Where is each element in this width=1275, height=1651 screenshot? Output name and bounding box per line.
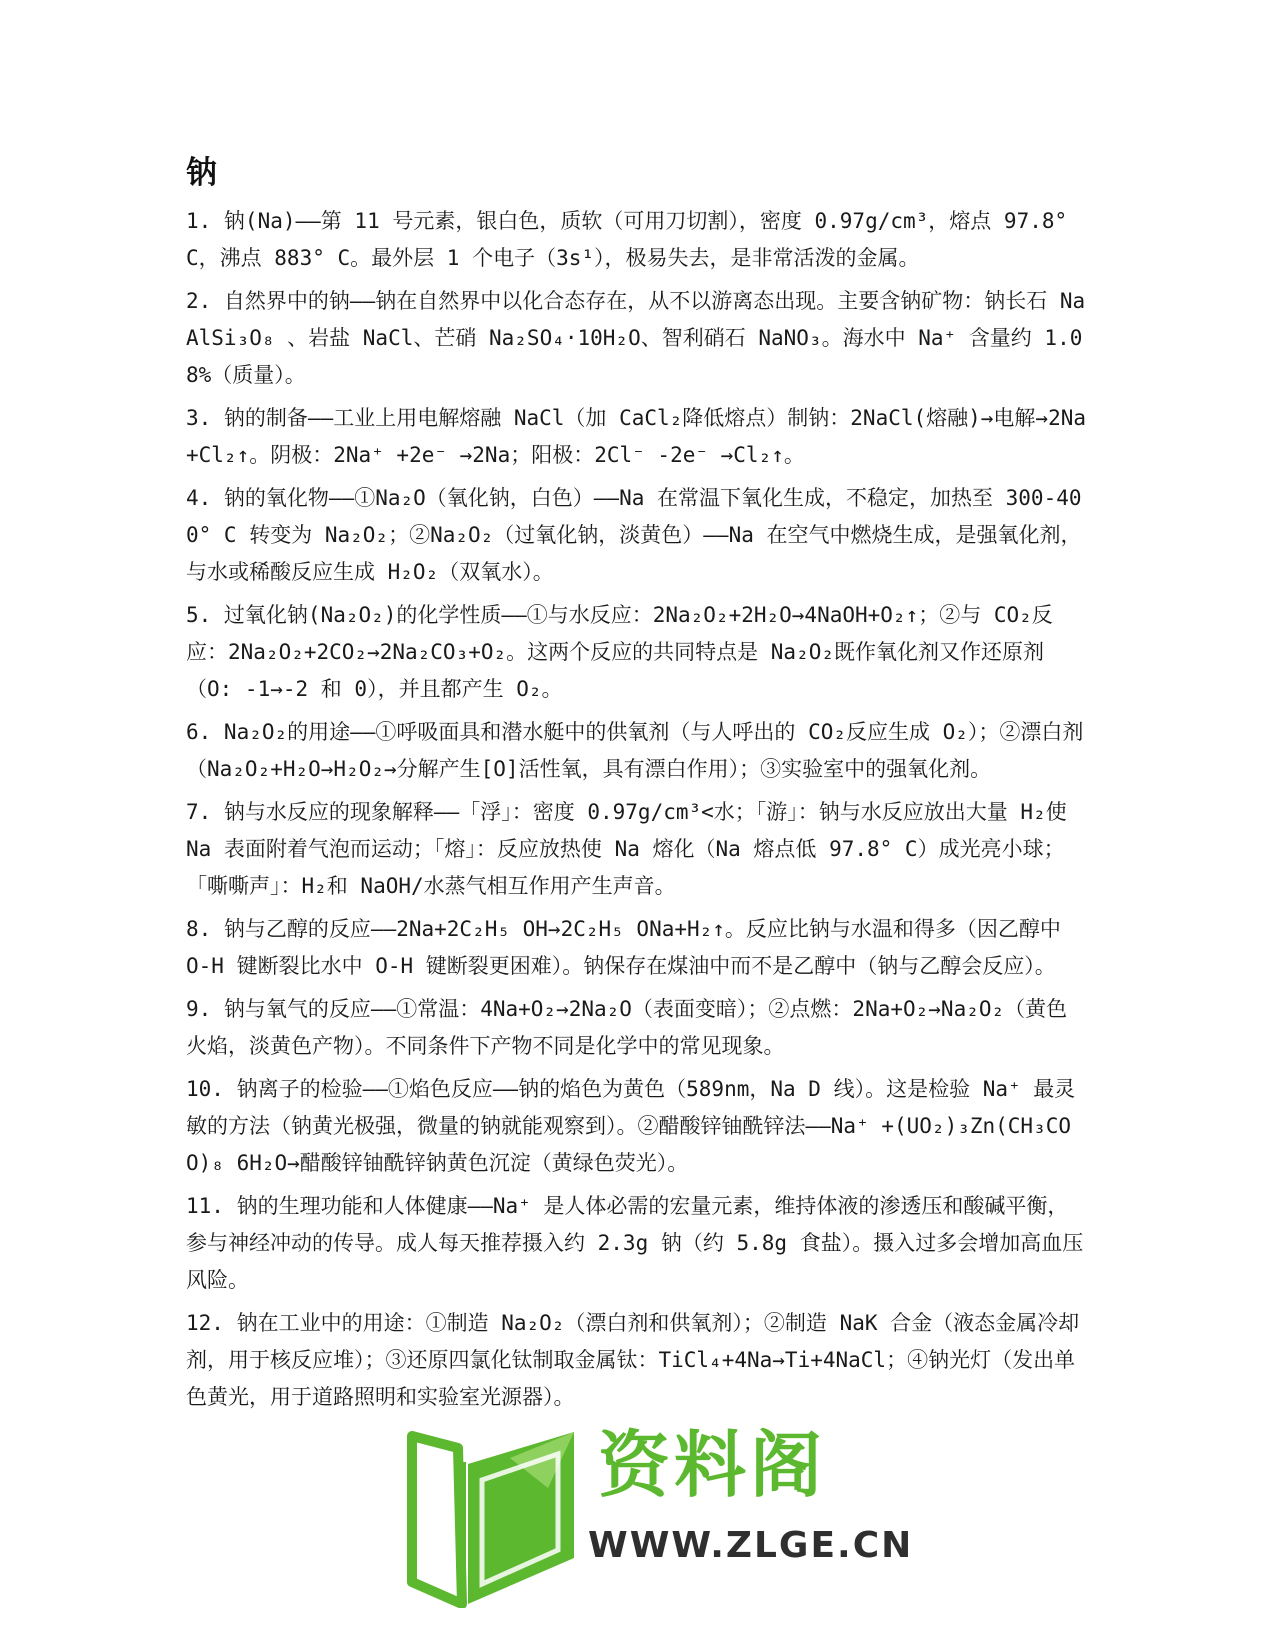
watermark [398, 1416, 914, 1616]
watermark-url: WWW.ZLGE.CN [588, 1525, 914, 1566]
item-list [186, 203, 1086, 1422]
list-item: 10. 钠离子的检验——①焰色反应——钠的焰色为黄色（589nm，Na D 线）。这是检验 Na⁺ 最灵敏的方法（钠黄光极强，微量的钠就能观察到）。②醋酸锌铀酰锌法——Na⁺ +(UO₂)₃Zn(CH₃COO)₈ 6H₂O→醋酸锌铀酰锌钠黄色沉淀（黄绿色荧光）。 [186, 1077, 1076, 1175]
list-item: 2. 自然界中的钠——钠在自然界中以化合态存在，从不以游离态出现。主要含钠矿物：钠长石 NaAlSi₃O₈ 、岩盐 NaCl、芒硝 Na₂SO₄·10H₂O、智利硝石 NaNO₃。海水中 Na⁺ 含量约 1.08%（质量）。 [186, 289, 1086, 387]
watermark-brand: 资料阁 [598, 1423, 827, 1507]
open-book-icon [398, 1418, 586, 1608]
list-item: 8. 钠与乙醇的反应——2Na+2C₂H₅ OH→2C₂H₅ ONa+H₂↑。反应比钠与水温和得多（因乙醇中 O-H 键断裂比水中 O-H 键断裂更困难）。钠保存在煤油中而不是乙醇中（钠与乙醇会反应）。 [186, 917, 1061, 978]
list-item: 12. 钠在工业中的用途：①制造 Na₂O₂（漂白剂和供氧剂）；②制造 NaK 合金（液态金属冷却剂，用于核反应堆）；③还原四氯化钛制取金属钛：TiCl₄+4Na→Ti+4NaCl；④钠光灯（发出单色黄光，用于道路照明和实验室光源器）。 [186, 1311, 1080, 1409]
list-item: 5. 过氧化钠(Na₂O₂)的化学性质——①与水反应：2Na₂O₂+2H₂O→4NaOH+O₂↑；②与 CO₂反应：2Na₂O₂+2CO₂→2Na₂CO₃+O₂。这两个反应的共同特点是 Na₂O₂既作氧化剂又作还原剂（O: -1→-2 和 0），并且都产生 O₂。 [186, 603, 1053, 701]
list-item: 3. 钠的制备——工业上用电解熔融 NaCl（加 CaCl₂降低熔点）制钠：2NaCl(熔融)→电解→2Na+Cl₂↑。阴极：2Na⁺ +2e⁻ →2Na；阳极：2Cl⁻ -2e⁻ →Cl₂↑。 [186, 406, 1087, 467]
list-item: 1. 钠(Na)——第 11 号元素，银白色，质软（可用刀切割），密度 0.97g/cm³，熔点 97.8° C，沸点 883° C。最外层 1 个电子（3s¹），极易失去，是非常活泼的金属。 [186, 209, 1068, 270]
list-item: 9. 钠与氧气的反应——①常温：4Na+O₂→2Na₂O（表面变暗）；②点燃：2Na+O₂→Na₂O₂（黄色火焰，淡黄色产物）。不同条件下产物不同是化学中的常见现象。 [186, 997, 1068, 1058]
list-item: 11. 钠的生理功能和人体健康——Na⁺ 是人体必需的宏量元素，维持体液的渗透压和酸碱平衡，参与神经冲动的传导。成人每天推荐摄入约 2.3g 钠（约 5.8g 食盐）。摄入过多会增加高血压风险。 [186, 1194, 1084, 1292]
list-item: 7. 钠与水反应的现象解释——「浮」：密度 0.97g/cm³<水；「游」：钠与水反应放出大量 H₂使 Na 表面附着气泡而运动；「熔」：反应放热使 Na 熔化（Na 熔点低 97.8° C）成光亮小球；「嘶嘶声」：H₂和 NaOH/水蒸气相互作用产生声音。 [186, 800, 1067, 898]
list-item: 6. Na₂O₂的用途——①呼吸面具和潜水艇中的供氧剂（与人呼出的 CO₂反应生成 O₂）；②漂白剂（Na₂O₂+H₂O→H₂O₂→分解产生[O]活性氧，具有漂白作用）；③实验室中的强氧化剂。 [186, 720, 1084, 781]
page-title: 钠 [186, 155, 217, 191]
list-item: 4. 钠的氧化物——①Na₂O（氧化钠，白色）——Na 在常温下氧化生成，不稳定，加热至 300-400° C 转变为 Na₂O₂；②Na₂O₂（过氧化钠，淡黄色）——Na 在空气中燃烧生成，是强氧化剂，与水或稀酸反应生成 H₂O₂（双氧水）。 [186, 486, 1082, 584]
